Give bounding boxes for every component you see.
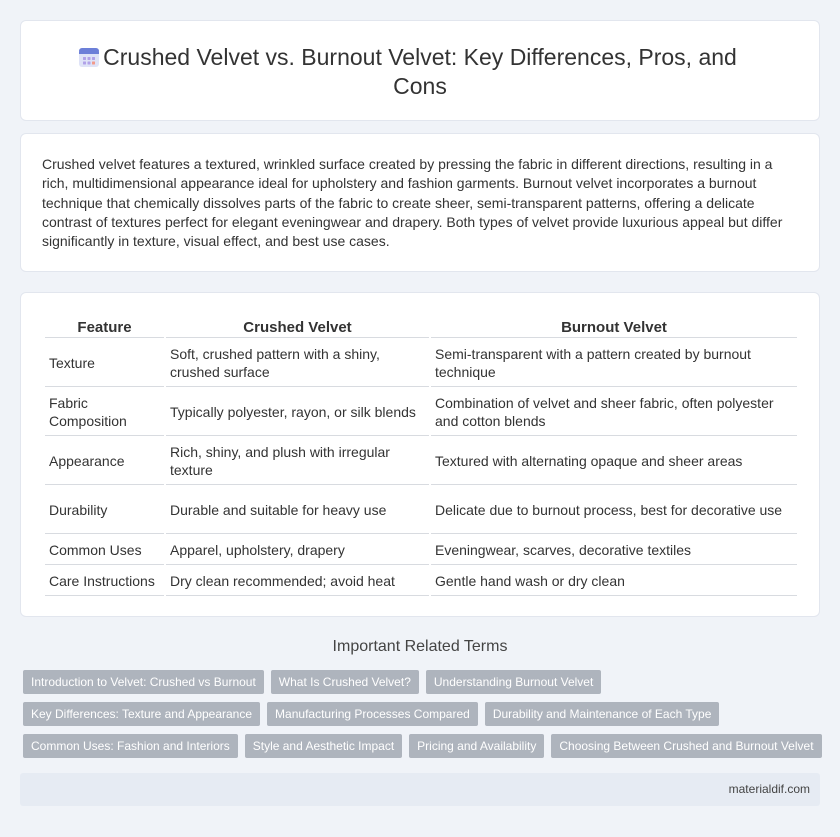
table-row (45, 438, 797, 485)
burnout-cell: Eveningwear, scarves, decorative textiles (431, 536, 797, 565)
feature-cell: Texture (45, 340, 164, 387)
header-feature: Feature (45, 317, 164, 338)
crushed-cell: Apparel, upholstery, drapery (166, 536, 429, 565)
table-row (45, 389, 797, 436)
related-term-tag[interactable]: Durability and Maintenance of Each Type (485, 702, 720, 726)
footer-site-link[interactable]: materialdif.com (728, 782, 810, 796)
comparison-table (43, 315, 799, 598)
intro-card (20, 133, 820, 272)
related-term-tag[interactable]: Pricing and Availability (409, 734, 544, 758)
related-term-tag[interactable]: What Is Crushed Velvet? (271, 670, 419, 694)
related-term-tag[interactable]: Common Uses: Fashion and Interiors (23, 734, 238, 758)
table-row (45, 487, 797, 534)
tag-row (23, 734, 823, 758)
burnout-cell: Gentle hand wash or dry clean (431, 567, 797, 596)
crushed-cell: Typically polyester, rayon, or silk blends (166, 389, 429, 436)
feature-cell: Fabric Composition (45, 389, 164, 436)
table-row (45, 536, 797, 565)
related-term-tag[interactable]: Choosing Between Crushed and Burnout Velvet (551, 734, 821, 758)
tag-row (23, 670, 823, 694)
related-term-tag[interactable]: Manufacturing Processes Compared (267, 702, 478, 726)
footer (20, 773, 820, 806)
table-header-row (45, 317, 797, 338)
burnout-cell: Delicate due to burnout process, best for decorative use (431, 487, 797, 534)
table-row (45, 567, 797, 596)
feature-cell: Durability (45, 487, 164, 534)
crushed-cell: Soft, crushed pattern with a shiny, crushed surface (166, 340, 429, 387)
burnout-cell: Textured with alternating opaque and sheer areas (431, 438, 797, 485)
feature-cell: Common Uses (45, 536, 164, 565)
header-burnout-velvet: Burnout Velvet (431, 317, 797, 338)
related-term-tag[interactable]: Style and Aesthetic Impact (245, 734, 402, 758)
tag-row (23, 702, 823, 726)
crushed-cell: Durable and suitable for heavy use (166, 487, 429, 534)
header-crushed-velvet: Crushed Velvet (166, 317, 429, 338)
comparison-card (20, 292, 820, 617)
table-row (45, 340, 797, 387)
related-term-tag[interactable]: Introduction to Velvet: Crushed vs Burnout (23, 670, 264, 694)
crushed-cell: Dry clean recommended; avoid heat (166, 567, 429, 596)
related-term-tag[interactable]: Key Differences: Texture and Appearance (23, 702, 260, 726)
related-terms-list (23, 670, 823, 766)
feature-cell: Appearance (45, 438, 164, 485)
related-term-tag[interactable]: Understanding Burnout Velvet (426, 670, 601, 694)
related-terms-heading: Important Related Terms (332, 638, 508, 655)
title-card (20, 20, 820, 121)
burnout-cell: Semi-transparent with a pattern created by burnout technique (431, 340, 797, 387)
crushed-cell: Rich, shiny, and plush with irregular texture (166, 438, 429, 485)
page-title: Crushed Velvet vs. Burnout Velvet: Key Differences, Pros, and Cons (103, 44, 737, 99)
burnout-cell: Combination of velvet and sheer fabric, often polyester and cotton blends (431, 389, 797, 436)
intro-paragraph: Crushed velvet features a textured, wrinkled surface created by pressing the fabric in different directions, resulting in a rich, multidimensional appearance ideal for upholstery and fashion garments. Burnout velvet incorporates a burnout technique that chemically dissolves parts of the fabric to create sheer, semi-transparent patterns, offering a delicate contrast of textures perfect for elegant eveningwear and drapery. Both types of velvet provide luxurious appeal but differ significantly in texture, visual effect, and best use cases. (42, 156, 783, 250)
feature-cell: Care Instructions (45, 567, 164, 596)
